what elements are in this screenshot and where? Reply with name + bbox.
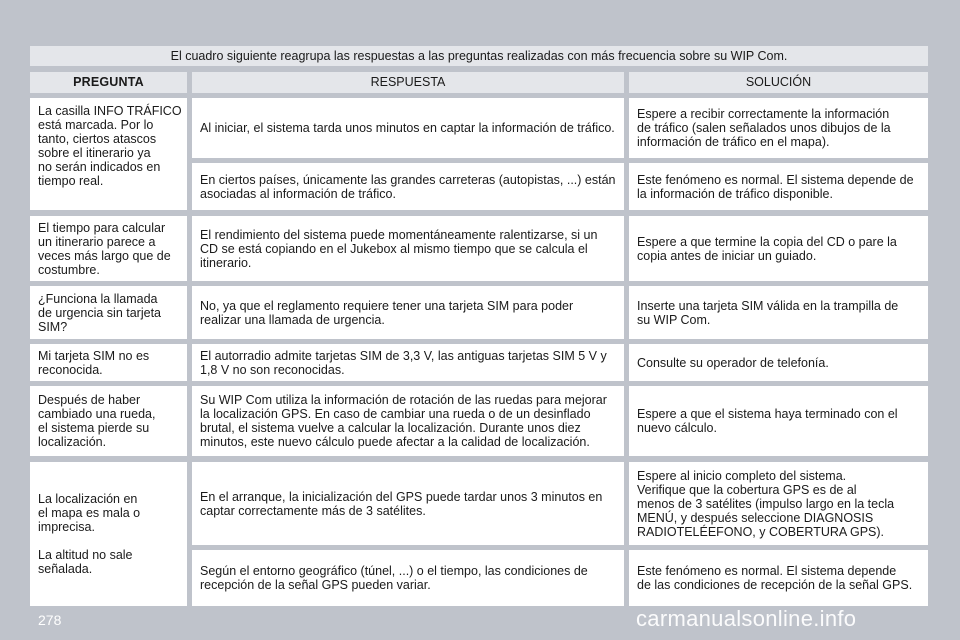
response-cell (192, 286, 624, 339)
question-text: La altitud no sale señalada. (38, 548, 133, 576)
response-cell (192, 386, 624, 456)
response-cell (192, 462, 624, 545)
solution-cell (629, 98, 928, 158)
solution-text: Espere a que el sistema haya terminado con el nuevo cálculo. (637, 407, 898, 435)
response-text: En ciertos países, únicamente las grandes carreteras (autopistas, ...) están asociadas al información de tráfico. (200, 172, 616, 201)
question-cell (30, 286, 187, 339)
question-text: La casilla INFO TRÁFICO está marcada. Por lo tanto, ciertos atascos sobre el itinerario ya no serán indicados en tiempo real. (38, 104, 182, 188)
solution-text: Espere a recibir correctamente la información de tráfico (salen señalados unos dibujos de la información de tráfico en el mapa). (637, 107, 891, 149)
response-text: El autorradio admite tarjetas SIM de 3,3 V, las antiguas tarjetas SIM 5 V y 1,8 V no son reconocidas. (200, 348, 607, 377)
question-cell (30, 462, 187, 606)
response-cell (192, 163, 624, 210)
solution-cell (629, 344, 928, 381)
question-text: Después de haber cambiado una rueda, el sistema pierde su localización. (38, 393, 156, 449)
solution-text: Este fenómeno es normal. El sistema depende de la información de tráfico disponible. (637, 172, 914, 201)
watermark: carmanualsonline.info (636, 606, 857, 631)
solution-text: Consulte su operador de telefonía. (637, 355, 829, 370)
solution-cell (629, 286, 928, 339)
page-number: 278 (38, 612, 62, 628)
header-solution: SOLUCIÓN (629, 72, 928, 93)
response-cell (192, 550, 624, 606)
solution-cell (629, 216, 928, 281)
solution-cell (629, 462, 928, 545)
response-cell (192, 216, 624, 281)
question-text: Mi tarjeta SIM no es reconocida. (38, 348, 150, 377)
question-cell (30, 216, 187, 281)
response-text: El rendimiento del sistema puede momentáneamente ralentizarse, si un CD se está copiando en el Jukebox al mismo tiempo que se calcula el itinerario. (200, 227, 598, 270)
solution-cell (629, 550, 928, 606)
response-cell (192, 344, 624, 381)
solution-cell (629, 163, 928, 210)
solution-text: Espere a que termine la copia del CD o pare la copia antes de iniciar un guiado. (637, 234, 897, 263)
solution-text: Este fenómeno es normal. El sistema depende de las condiciones de recepción de la señal GPS. (637, 564, 913, 592)
header-question: PREGUNTA (30, 72, 187, 93)
response-text: Según el entorno geográfico (túnel, ...) o el tiempo, las condiciones de recepción de la señal GPS pueden variar. (200, 564, 588, 592)
intro-text: El cuadro siguiente reagrupa las respuestas a las preguntas realizadas con más frecuencia sobre su WIP Com. (30, 46, 928, 66)
response-text: Al iniciar, el sistema tarda unos minutos en captar la información de tráfico. (200, 121, 615, 135)
response-text: En el arranque, la inicialización del GPS puede tardar unos 3 minutos en captar correctamente más de 3 satélites. (200, 489, 603, 518)
solution-text: Espere al inicio completo del sistema. Verifique que la cobertura GPS es de al menos de 3 satélites (impulso largo en la tecla MENÚ, y después seleccione DIAGNOSIS RADIOTELÉEFONO, y COBERTURA GPS). (637, 468, 895, 539)
response-text: No, ya que el reglamento requiere tener una tarjeta SIM para poder realizar una llamada de urgencia. (200, 298, 574, 327)
question-cell (30, 98, 187, 210)
response-cell (192, 98, 624, 158)
response-text: Su WIP Com utiliza la información de rotación de las ruedas para mejorar la localización GPS. En caso de cambiar una rueda o de un desinflado brutal, el sistema vuelve a calcular la localización. Durante unos diez minutos, este nuevo cálculo puede afectar a la calidad de localización. (200, 393, 607, 449)
question-cell (30, 386, 187, 456)
solution-text: Inserte una tarjeta SIM válida en la trampilla de su WIP Com. (637, 298, 899, 327)
header-response: RESPUESTA (192, 72, 624, 93)
solution-cell (629, 386, 928, 456)
question-text: La localización en el mapa es mala o imprecisa. (38, 492, 141, 534)
question-text: El tiempo para calcular un itinerario parece a veces más largo que de costumbre. (38, 220, 171, 277)
question-cell (30, 344, 187, 381)
question-text: ¿Funciona la llamada de urgencia sin tarjeta SIM? (38, 291, 161, 334)
